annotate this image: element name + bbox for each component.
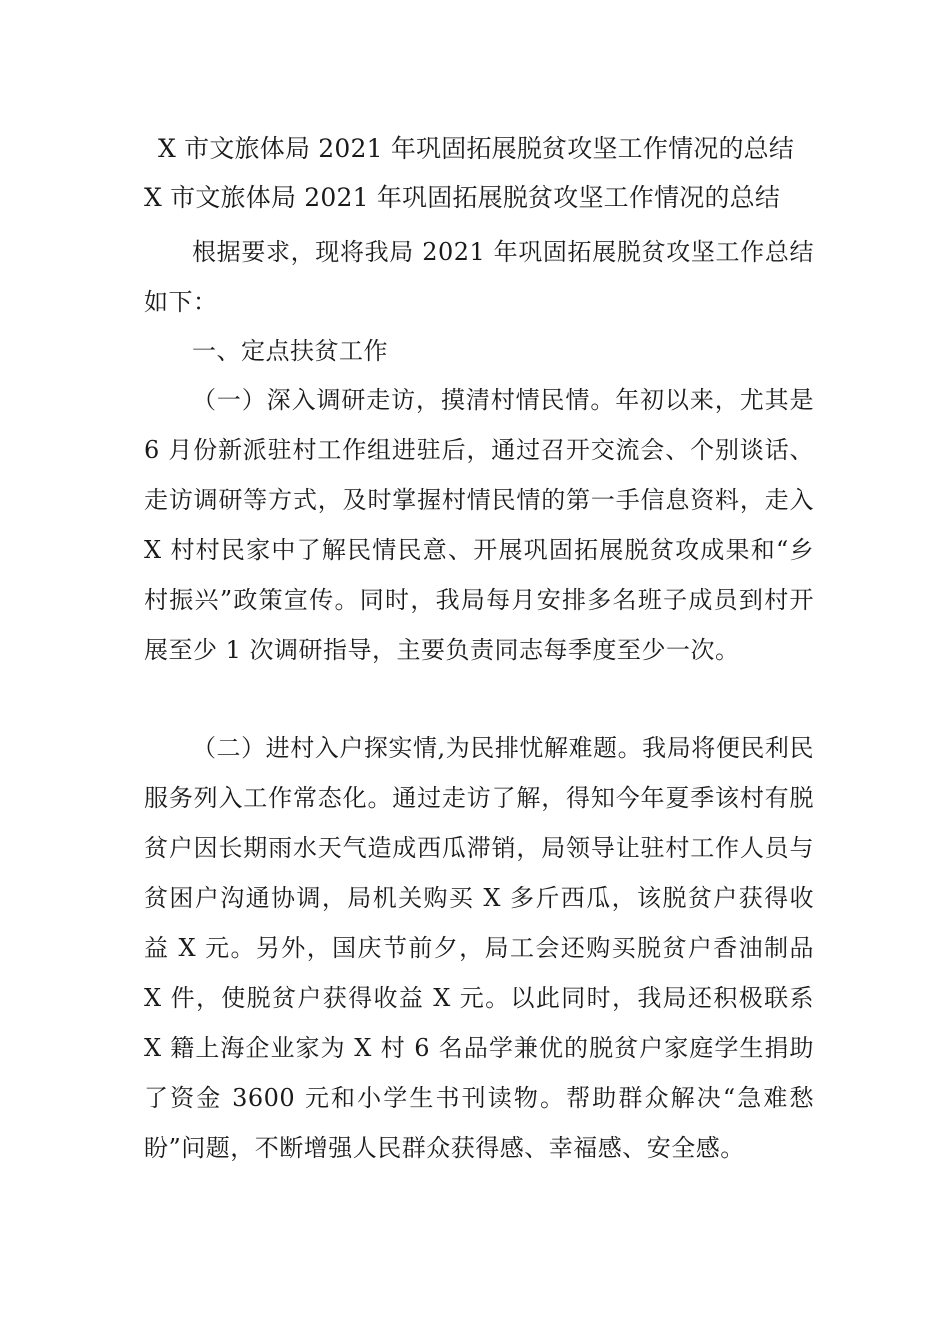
document-title-line-1: X 市文旅体局 2021 年巩固拓展脱贫攻坚工作情况的总结: [158, 134, 795, 163]
section-1-heading: 一、定点扶贫工作: [192, 337, 388, 365]
item-1-paragraph: （一）深入调研走访，摸清村情民情。年初以来，尤其是 6 月份新派驻村工作组进驻后，通过召开交流会、个别谈话、走访调研等方式，及时掌握村情民情的第一手信息资料，走入 X 村村民家中了解民情民意、开展巩固拓展脱贫攻成果和“乡村振兴”政策宣传。同时，我局每月安排多名班子成员到村开展至少 1 次调研指导，主要负责同志每季度至少一次。: [144, 386, 814, 664]
item-2-paragraph: （二）进村入户探实情,为民排忧解难题。我局将便民利民服务列入工作常态化。通过走访了解，得知今年夏季该村有脱贫户因长期雨水天气造成西瓜滞销，局领导让驻村工作人员与贫困户沟通协调，局机关购买 X 多斤西瓜，该脱贫户获得收益 X 元。另外，国庆节前夕，局工会还购买脱贫户香油制品 X 件，使脱贫户获得收益 X 元。以此同时，我局还积极联系 X 籍上海企业家为 X 村 6 名品学兼优的脱贫户家庭学生捐助了资金 3600 元和小学生书刊读物。帮助群众解决“急难愁盼”问题，不断增强人民群众获得感、幸福感、安全感。: [144, 734, 814, 1162]
intro-paragraph: 根据要求，现将我局 2021 年巩固拓展脱贫攻坚工作总结如下：: [144, 238, 814, 316]
document-title-line-2: X 市文旅体局 2021 年巩固拓展脱贫攻坚工作情况的总结: [144, 183, 781, 212]
